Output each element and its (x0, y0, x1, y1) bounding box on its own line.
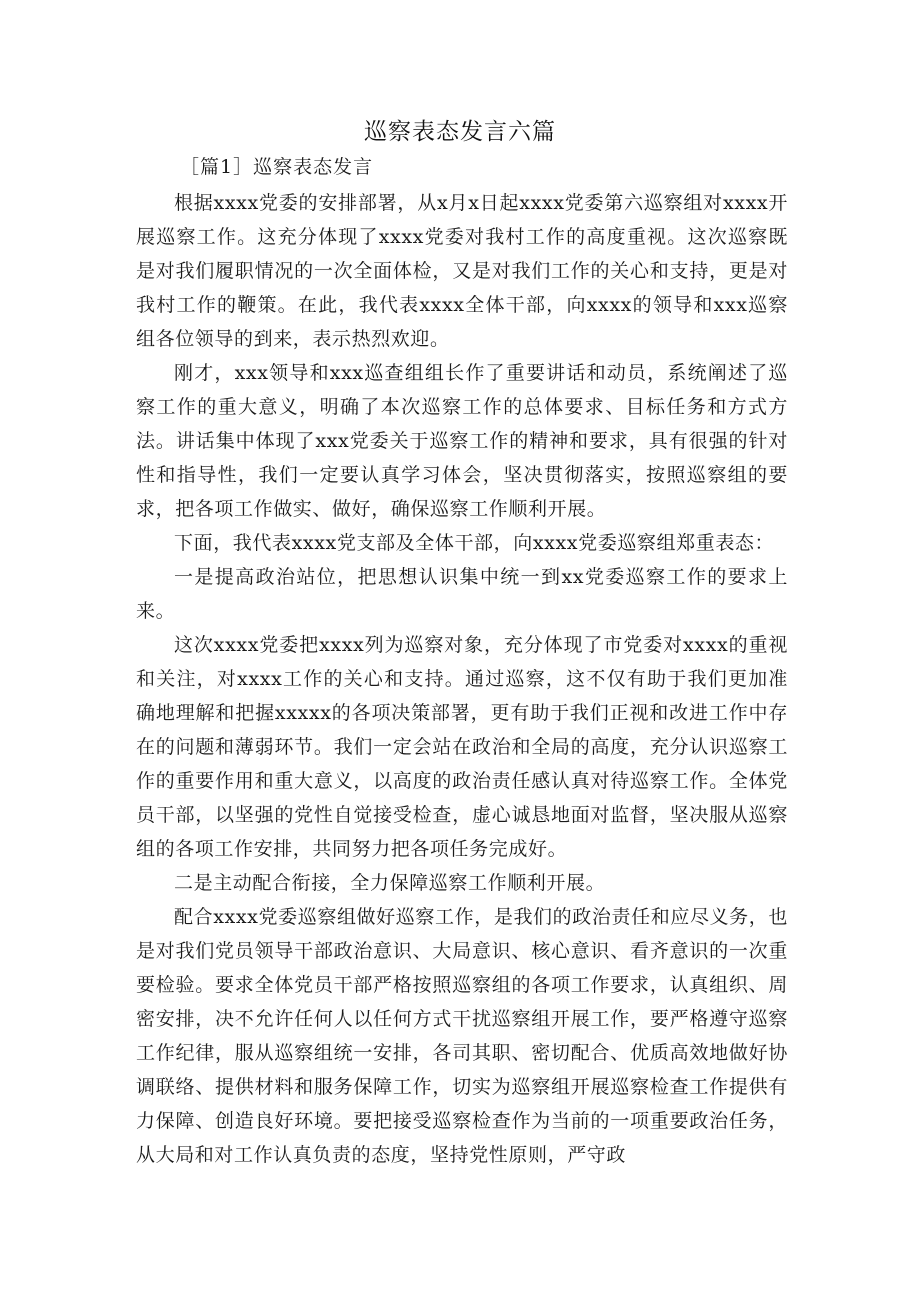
paragraph: 配合xxxx党委巡察组做好巡察工作，是我们的政治责任和应尽义务，也是对我们党员领导干部政治意识、大局意识、核心意识、看齐意识的一次重要检验。要求全体党员干部严格按照巡察组的各项工作要求，认真组织、周密安排，决不允许任何人以任何方式干扰巡察组开展工作，要严格遵守巡察工作纪律，服从巡察组统一安排，各司其职、密切配合、优质高效地做好协调联络、提供材料和服务保障工作，切实为巡察组开展巡察检查工作提供有力保障、创造良好环境。要把接受巡察检查作为当前的一项重要政治任务，从大局和对工作认真负责的态度，坚持党性原则，严守政 (136, 906, 788, 1166)
paragraph: 刚才，xxx领导和xxx巡查组组长作了重要讲话和动员，系统阐述了巡察工作的重大意义，明确了本次巡察工作的总体要求、目标任务和方式方法。讲话集中体现了xxx党委关于巡察工作的精神和要求，具有很强的针对性和指导性，我们一定要认真学习体会，坚决贯彻落实，按照巡察组的要求，把各项工作做实、做好，确保巡察工作顺利开展。 (136, 362, 788, 520)
paragraph: 二是主动配合衔接，全力保障巡察工作顺利开展。 (174, 872, 606, 894)
paragraph: 这次xxxx党委把xxxx列为巡察对象，充分体现了市党委对xxxx的重视和关注，对xxxx工作的关心和支持。通过巡察，这不仅有助于我们更加准确地理解和把握xxxxx的各项决策部署，更有助于我们正视和改进工作中存在的问题和薄弱环节。我们一定会站在政治和全局的高度，充分认识巡察工作的重要作用和重大意义，以高度的政治责任感认真对待巡察工作。全体党员干部，以坚强的党性自觉接受检查，虚心诚恳地面对监督，坚决服从巡察组的各项工作安排，共同努力把各项任务完成好。 (136, 634, 788, 860)
document-title: 巡察表态发言六篇 (364, 119, 556, 145)
paragraph: 下面，我代表xxxx党支部及全体干部，向xxxx党委巡察组郑重表态： (174, 532, 775, 554)
document-body (136, 186, 788, 1172)
paragraph: 根据xxxx党委的安排部署，从x月x日起xxxx党委第六巡察组对xxxx开展巡察工作。这充分体现了xxxx党委对我村工作的高度重视。这次巡察既是对我们履职情况的一次全面体检，又是对我们工作的关心和支持，更是对我村工作的鞭策。在此，我代表xxxx全体干部，向xxxx的领导和xxx巡察组各位领导的到来，表示热烈欢迎。 (136, 192, 788, 350)
paragraph: 一是提高政治站位，把思想认识集中统一到xx党委巡察工作的要求上来。 (136, 566, 788, 622)
section-heading: ［篇1］巡察表态发言 (180, 156, 374, 178)
